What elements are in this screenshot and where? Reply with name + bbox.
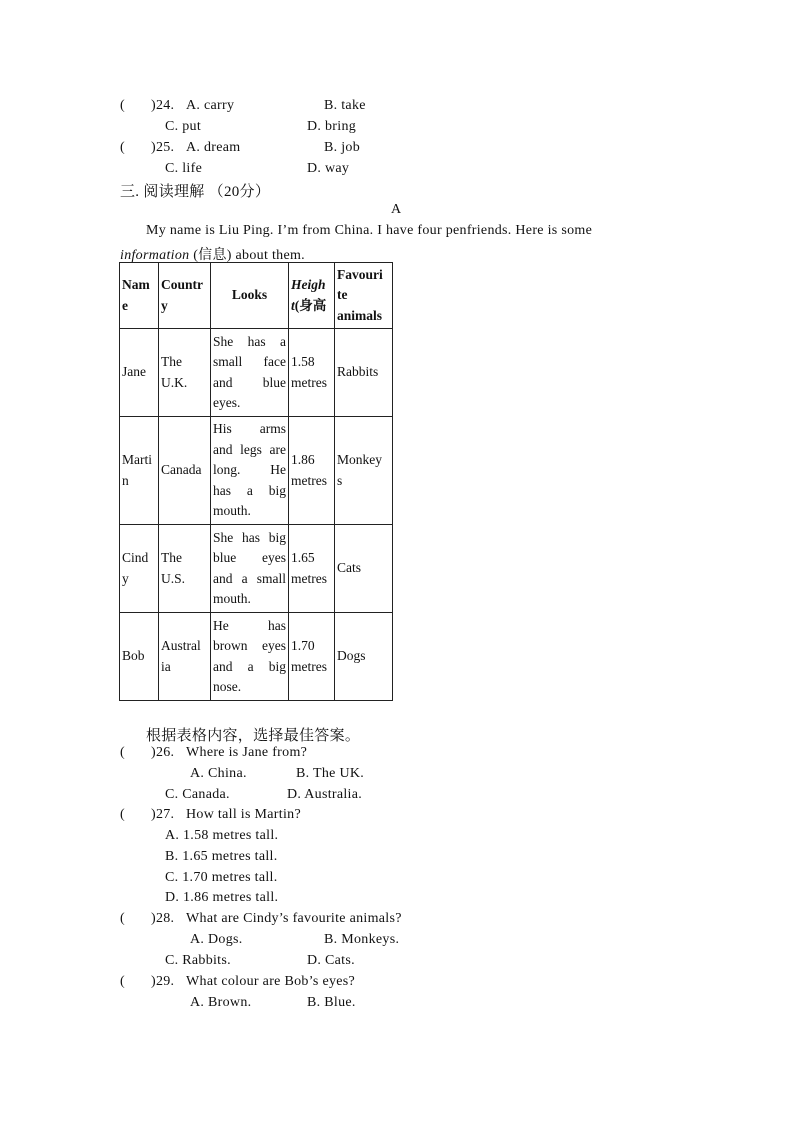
cell-line: n xyxy=(122,472,129,488)
q24-option-a: A. carry xyxy=(186,98,235,113)
q29-option-b: B. Blue. xyxy=(307,995,356,1010)
cell-line: His arms xyxy=(213,421,286,437)
cell-line: and a small xyxy=(213,570,286,586)
q24-option-d: D. bring xyxy=(307,119,357,134)
cell-line: Jane xyxy=(122,364,146,380)
table-row xyxy=(120,417,393,525)
cell-line: y xyxy=(122,570,129,586)
cell-line: Austral xyxy=(161,638,201,653)
q26-option-a: A. China. xyxy=(190,766,247,781)
cell-line: blue eyes xyxy=(213,550,286,565)
cell-looks xyxy=(211,525,289,613)
q25-option-d: D. way xyxy=(307,161,350,176)
cell-line: ia xyxy=(161,658,171,674)
cell-height xyxy=(289,417,335,525)
q25-number: )25. xyxy=(151,140,175,155)
q24-option-b: B. take xyxy=(324,98,366,113)
q29-paren: ( xyxy=(120,974,125,989)
q28-option-b: B. Monkeys. xyxy=(324,932,400,947)
section-title: 三. 阅读理解 （20分） xyxy=(120,184,271,200)
cell-line: Cats xyxy=(337,560,362,576)
cell-line: mouth. xyxy=(213,591,251,606)
cell-line: and a big xyxy=(213,658,286,674)
cell-line: Cind xyxy=(122,550,149,565)
q29-number: )29. xyxy=(151,974,175,989)
header-height: Heigh t(身高 xyxy=(289,263,335,329)
cell-line: Dogs xyxy=(337,648,366,664)
q28-option-c: C. Rabbits. xyxy=(165,953,231,968)
cell-looks xyxy=(211,613,289,701)
cell-line: 1.70 xyxy=(291,638,315,653)
table-row xyxy=(120,613,393,701)
q26-option-b: B. The UK. xyxy=(296,766,365,781)
q24-number: )24. xyxy=(151,98,175,113)
table-row xyxy=(120,329,393,417)
header-country: Countr y xyxy=(159,263,211,329)
cell-line: Bob xyxy=(122,648,145,664)
q26-question: Where is Jane from? xyxy=(186,745,308,760)
q25-paren: ( xyxy=(120,140,125,155)
q27-number: )27. xyxy=(151,807,175,822)
cell-line: Monkey xyxy=(337,452,382,467)
passage-line-2 xyxy=(120,244,305,264)
q28-option-d: D. Cats. xyxy=(307,953,355,968)
cell-height xyxy=(289,329,335,417)
cell-line: and blue xyxy=(213,374,286,390)
cell-line: eyes. xyxy=(213,395,241,410)
cell-line: s xyxy=(337,472,343,488)
q29-option-a: A. Brown. xyxy=(190,995,252,1010)
q25-option-c: C. life xyxy=(165,161,203,176)
cell-name xyxy=(120,613,159,701)
cell-line: and legs are xyxy=(213,441,286,457)
q24-option-c: C. put xyxy=(165,119,202,134)
cell-line: 1.86 xyxy=(291,452,315,467)
cell-looks xyxy=(211,329,289,417)
cell-line: Rabbits xyxy=(337,364,379,380)
cell-line: She has a xyxy=(213,333,286,349)
passage-label: A xyxy=(391,202,402,217)
passage-italic-word: information xyxy=(120,248,190,263)
penfriends-table xyxy=(119,262,393,701)
header-looks: Looks xyxy=(211,263,289,329)
passage-line-1: My name is Liu Ping. I’m from China. I have four penfriends. Here is some xyxy=(146,223,593,238)
q26-option-d: D. Australia. xyxy=(287,787,363,802)
cell-line: Marti xyxy=(122,452,152,467)
cell-line: The xyxy=(161,354,182,369)
q26-number: )26. xyxy=(151,745,175,760)
cell-looks xyxy=(211,417,289,525)
table-row xyxy=(120,525,393,613)
cell-line: 1.58 xyxy=(291,354,315,369)
table-header-row xyxy=(120,263,393,329)
q27-question: How tall is Martin? xyxy=(186,807,301,822)
cell-line: has a big xyxy=(213,482,286,498)
cell-line: metres xyxy=(291,374,327,390)
cell-country xyxy=(159,329,211,417)
cell-line: metres xyxy=(291,658,327,674)
cell-name xyxy=(120,417,159,525)
cell-line: He has xyxy=(213,617,286,633)
q28-question: What are Cindy’s favourite animals? xyxy=(186,911,402,926)
q28-paren: ( xyxy=(120,911,125,926)
cell-line: 1.65 xyxy=(291,550,315,565)
cell-favourite-animals xyxy=(335,417,393,525)
instruction: 根据表格内容，选择最佳答案。 xyxy=(146,728,361,744)
cell-line: U.S. xyxy=(161,570,186,586)
cell-line: Canada xyxy=(161,462,202,478)
cell-line: She has big xyxy=(213,529,286,545)
cell-name xyxy=(120,329,159,417)
q27-option-b: B. 1.65 metres tall. xyxy=(165,849,278,864)
cell-line: U.K. xyxy=(161,374,188,390)
q25-option-a: A. dream xyxy=(186,140,241,155)
cell-line: small face xyxy=(213,354,286,369)
header-favourite-animals: Favouri te animals xyxy=(335,263,393,329)
cell-line: metres xyxy=(291,570,327,586)
cell-country xyxy=(159,417,211,525)
cell-height xyxy=(289,613,335,701)
q27-option-d: D. 1.86 metres tall. xyxy=(165,890,279,905)
q28-option-a: A. Dogs. xyxy=(190,932,243,947)
header-name: Nam e xyxy=(120,263,159,329)
cell-favourite-animals xyxy=(335,525,393,613)
q26-paren: ( xyxy=(120,745,125,760)
cell-line: The xyxy=(161,550,182,565)
q27-option-c: C. 1.70 metres tall. xyxy=(165,870,278,885)
cell-country xyxy=(159,525,211,613)
cell-line: brown eyes xyxy=(213,638,286,653)
cell-country xyxy=(159,613,211,701)
cell-line: metres xyxy=(291,472,327,488)
passage-line-2-rest: (信息) about them. xyxy=(189,248,305,263)
cell-favourite-animals xyxy=(335,613,393,701)
q27-paren: ( xyxy=(120,807,125,822)
cell-favourite-animals xyxy=(335,329,393,417)
cell-height xyxy=(289,525,335,613)
cell-name xyxy=(120,525,159,613)
q24-paren: ( xyxy=(120,98,125,113)
q28-number: )28. xyxy=(151,911,175,926)
cell-line: long. He xyxy=(213,462,286,478)
cell-line: nose. xyxy=(213,679,242,694)
cell-line: mouth. xyxy=(213,503,251,519)
q26-option-c: C. Canada. xyxy=(165,787,230,802)
q25-option-b: B. job xyxy=(324,140,361,155)
q27-option-a: A. 1.58 metres tall. xyxy=(165,828,279,843)
q29-question: What colour are Bob’s eyes? xyxy=(186,974,356,989)
